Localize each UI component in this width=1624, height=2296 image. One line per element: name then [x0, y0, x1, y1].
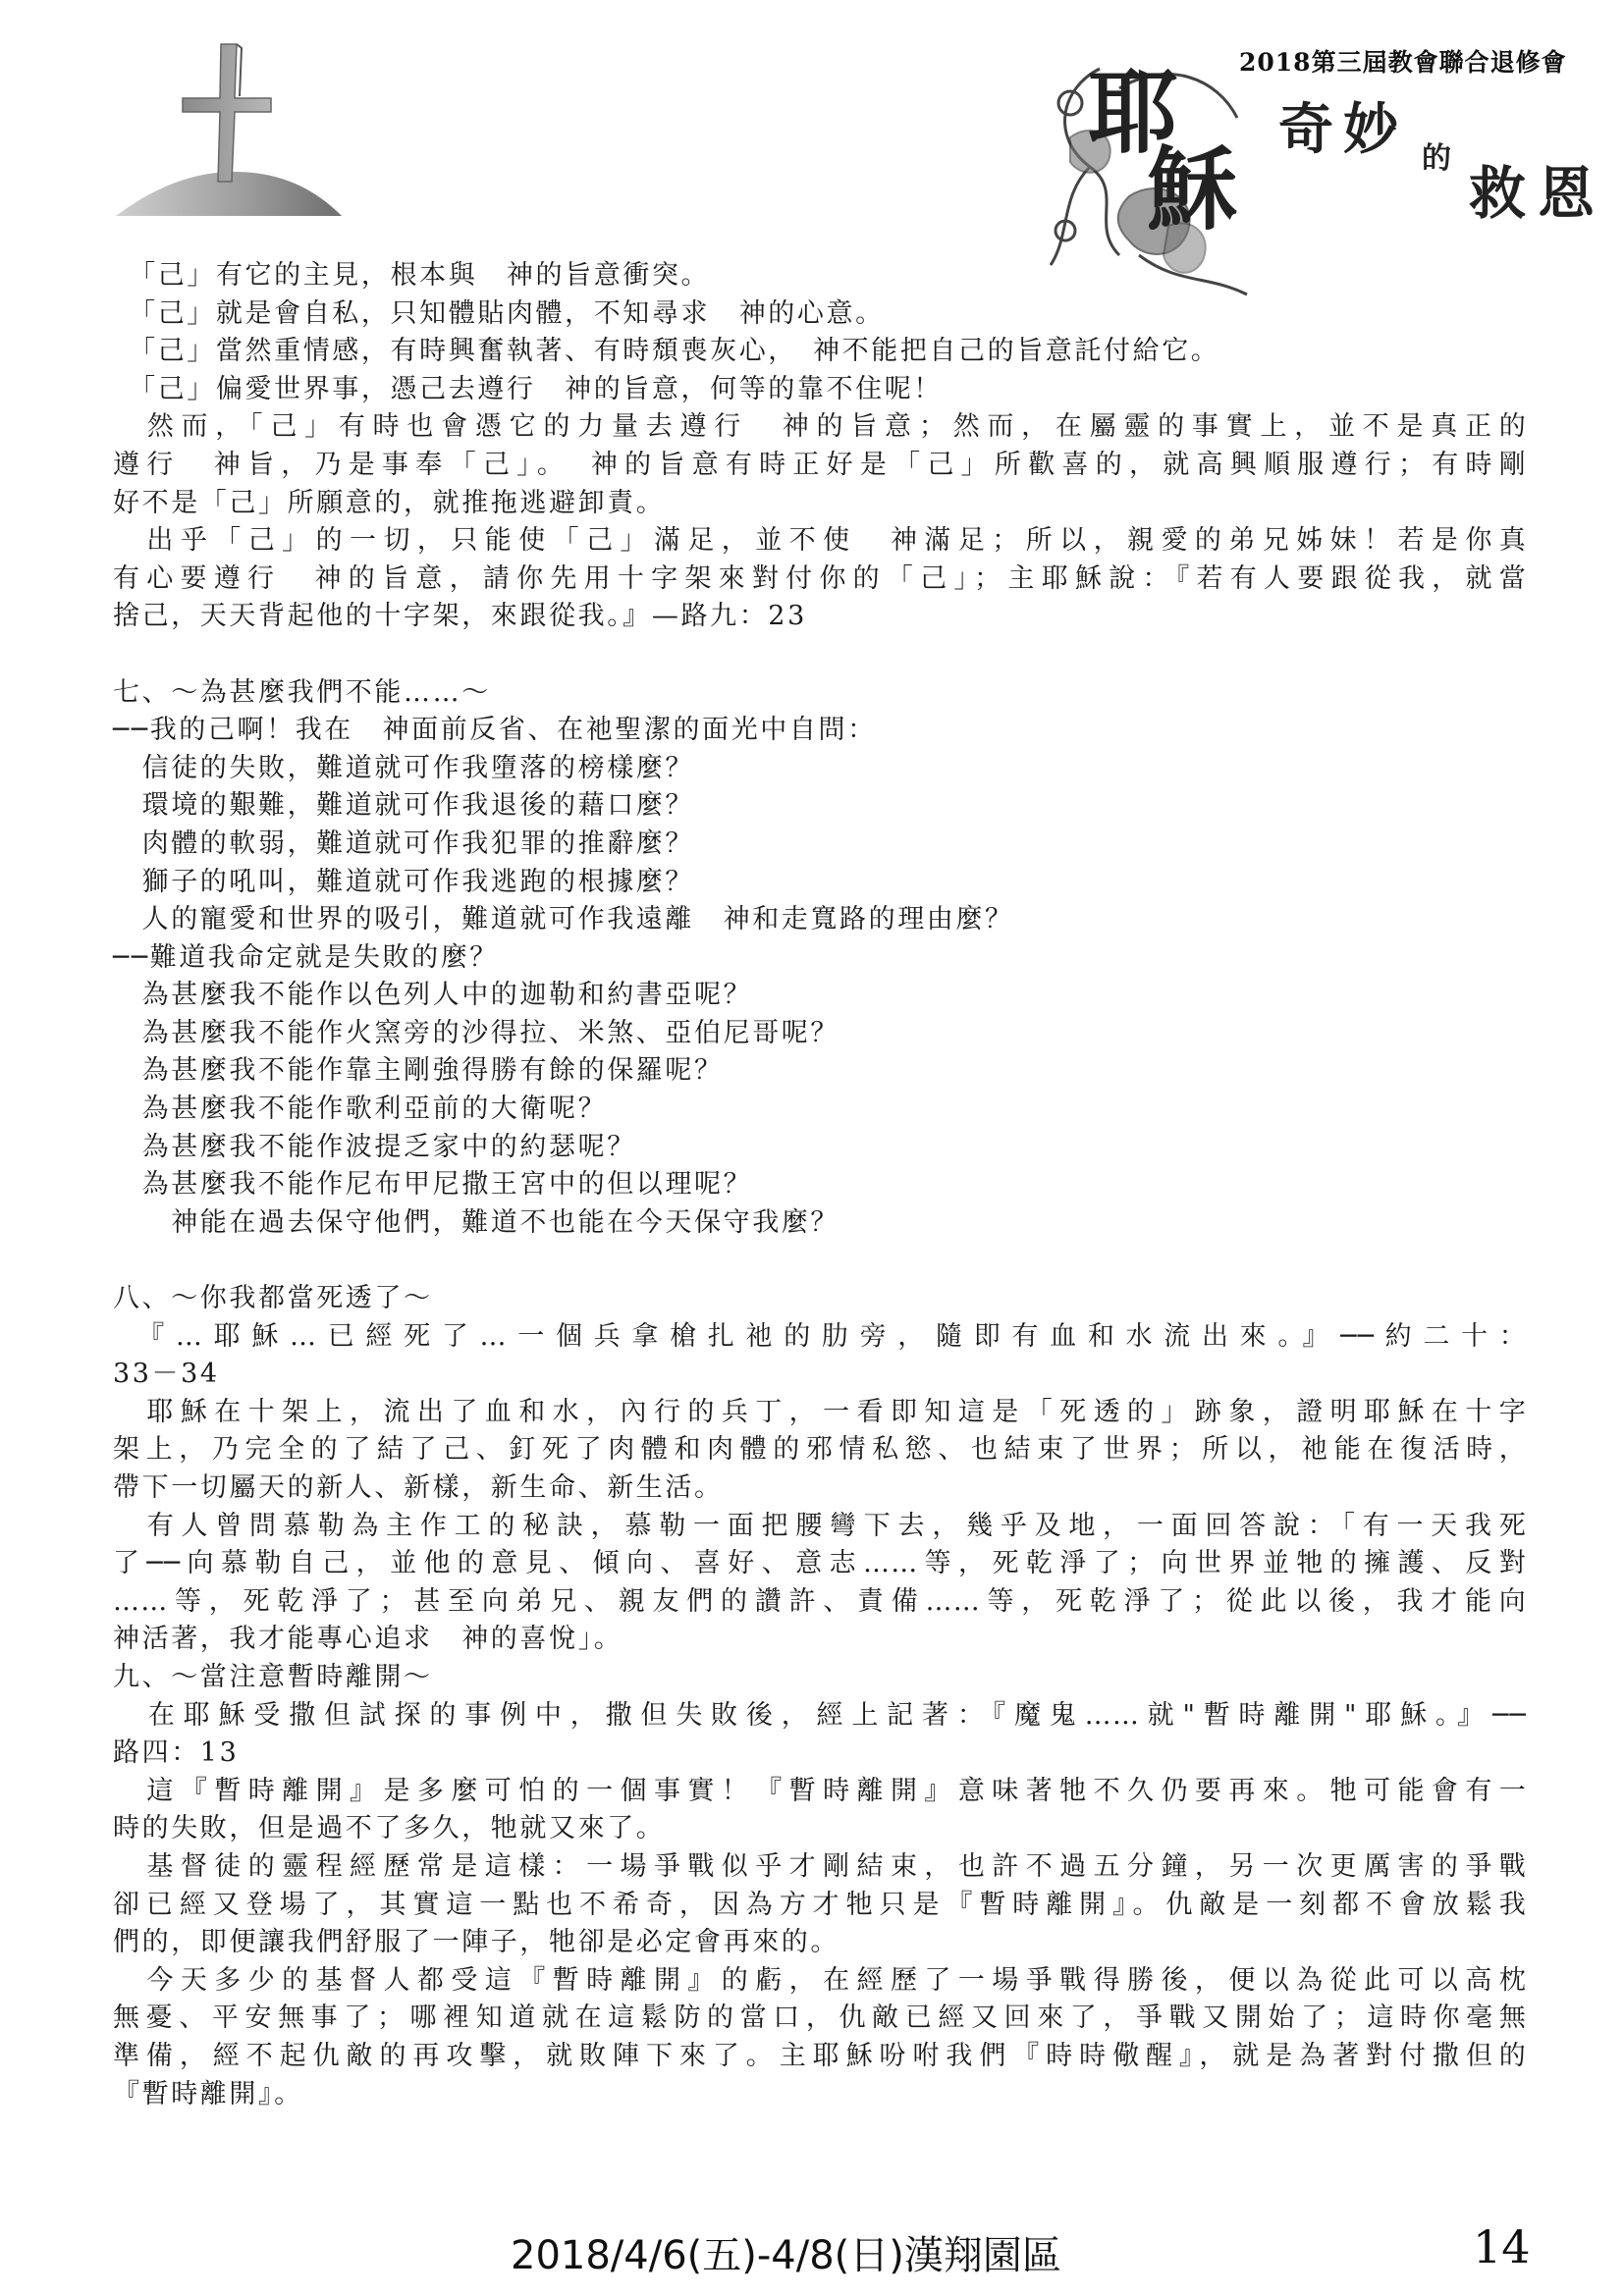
theme-char: 救: [1469, 160, 1527, 227]
text-line: 八、～你我都當死透了～: [113, 1283, 433, 1314]
text-line: 好不是「己」所願意的，就推拖逃避卸責。: [113, 487, 666, 518]
theme-char: 穌: [1147, 136, 1238, 242]
text-line: 為甚麼我不能作靠主剛強得勝有餘的保羅呢？: [113, 1055, 724, 1087]
text-line: 這『暫時離開』是多麼可怕的一個事實！『暫時離開』意味著牠不久仍要再來。牠可能會有一: [113, 1775, 1527, 1806]
text-line: 神能在過去保守他們，難道不也能在今天保守我麼？: [113, 1206, 839, 1238]
theme-char: 的: [1422, 141, 1451, 176]
text-line: 「己」當然重情感，有時興奮執著、有時頹喪灰心， 神不能把自己的旨意託付給它。: [113, 336, 1220, 367]
article-body: [113, 257, 1527, 2113]
text-line: 出乎「己」的一切，只能使「己」滿足，並不使 神滿足；所以，親愛的弟兄姊妹！若是你真: [113, 525, 1527, 557]
text-line: 「己」就是會自私，只知體貼肉體，不知尋求 神的心意。: [113, 297, 885, 329]
text-line: 無憂、平安無事了；哪裡知道就在這鬆防的當口，仇敵已經又回來了，爭戰又開始了；這時你毫無: [113, 2002, 1527, 2034]
text-line: 架上，乃完全的了結了己、釘死了肉體和肉體的邪情私慾、也結束了世界；所以，祂能在復活時，: [113, 1434, 1527, 1466]
text-line: 為甚麼我不能作以色列人中的迦勒和約書亞呢？: [113, 980, 753, 1011]
text-line: 準備，經不起仇敵的再攻擊，就敗陣下來了。主耶穌吩咐我們『時時儆醒』，就是為著對付撒但的: [113, 2040, 1527, 2071]
text-line: 了──向慕勒自己，並他的意見、傾向、喜好、意志……等，死乾淨了；向世界並牠的擁護、反對: [113, 1548, 1527, 1579]
text-line: 們的，即便讓我們舒服了一陣子，牠卻是必定會再來的。: [113, 1927, 839, 1958]
text-line: 然而，「己」有時也會憑它的力量去遵行 神的旨意；然而，在屬靈的事實上，並不是真正的: [113, 411, 1527, 443]
text-line: 為甚麼我不能作尼布甲尼撒王宮中的但以理呢？: [113, 1169, 753, 1201]
text-line: 「己」有它的主見，根本與 神的旨意衝突。: [113, 260, 711, 291]
text-line: 七、～為甚麼我們不能……～: [113, 676, 491, 708]
text-line: 肉體的軟弱，難道就可作我犯罪的推辭麼？: [113, 828, 694, 859]
text-line: 為甚麼我不能作波提乏家中的約瑟呢？: [113, 1131, 636, 1162]
text-line: 環境的艱難，難道就可作我退後的藉口麼？: [113, 790, 694, 822]
text-line: 耶穌在十架上，流出了血和水，內行的兵丁，一看即知這是「死透的」跡象，證明耶穌在十字: [113, 1396, 1527, 1427]
theme-char: 耶: [1088, 60, 1179, 166]
text-line: 『…耶穌…已經死了…一個兵拿槍扎祂的肋旁，隨即有血和水流出來。』──約二十：: [113, 1320, 1527, 1352]
text-line: 遵行 神旨，乃是事奉「己」。 神的旨意有時正好是「己」所歡喜的，就高興順服遵行；有時剛: [113, 449, 1527, 480]
footer-date: 2018/4/6(五)-4/8(日)漢翔園區: [511, 2233, 1061, 2278]
text-line: 信徒的失敗，難道就可作我墮落的榜樣麼？: [113, 752, 694, 783]
theme-char: 妙: [1343, 97, 1398, 162]
text-line: 基督徒的靈程經歷常是這樣：一場爭戰似乎才剛結束，也許不過五分鐘，另一次更厲害的爭戰: [113, 1850, 1527, 1882]
page-number: 14: [1473, 2220, 1531, 2273]
text-line: 帶下一切屬天的新人、新樣，新生命、新生活。: [113, 1472, 724, 1503]
text-line: 獅子的吼叫，難道就可作我逃跑的根據麼？: [113, 866, 694, 897]
text-line: ……等，死乾淨了；甚至向弟兄、親友們的讚許、責備……等，死乾淨了；從此以後，我才能向: [113, 1585, 1527, 1617]
text-line: 有心要遵行 神的旨意，請你先用十字架來對付你的「己」；主耶穌說：『若有人要跟從我，就當: [113, 562, 1527, 594]
text-line: 路四：13: [113, 1737, 240, 1769]
text-line: 九、～當注意暫時離開～: [113, 1661, 433, 1692]
text-line: 卻已經又登場了，其實這一點也不希奇，因為方才牠只是『暫時離開』。仇敵是一刻都不會放鬆我: [113, 1889, 1527, 1920]
text-line: ──難道我命定就是失敗的麼？: [113, 941, 499, 973]
theme-char: 恩: [1538, 160, 1596, 227]
cross-hill-illustration: [116, 39, 342, 226]
text-line: 33－34: [113, 1359, 220, 1390]
text-line: 有人曾問慕勒為主作工的秘訣，慕勒一面把腰彎下去，幾乎及地，一面回答說：「有一天我死: [113, 1510, 1527, 1541]
text-line: 人的寵愛和世界的吸引，難道就可作我遠離 神和走寬路的理由麼？: [113, 904, 1014, 935]
blank-line: [113, 1242, 1527, 1280]
text-line: 為甚麼我不能作歌利亞前的大衛呢？: [113, 1094, 608, 1125]
text-line: 今天多少的基督人都受這『暫時離開』的虧，在經歷了一場爭戰得勝後，便以為從此可以高枕: [113, 1964, 1527, 1996]
event-title: 2018第三屆教會聯合退修會: [1239, 48, 1567, 77]
text-line: 在耶穌受撒但試探的事例中，撒但失敗後，經上記著：『魔鬼……就"暫時離開"耶穌。』──: [113, 1699, 1527, 1731]
text-line: 神活著，我才能專心追求 神的喜悅」。: [113, 1624, 623, 1655]
text-line: 捨己，天天背起他的十字架，來跟從我。』—路九：23: [113, 601, 807, 632]
theme-char: 奇: [1278, 97, 1333, 162]
text-line: 時的失敗，但是過不了多久，牠就又來了。: [113, 1813, 666, 1844]
text-line: 為甚麼我不能作火窯旁的沙得拉、米煞、亞伯尼哥呢？: [113, 1017, 839, 1048]
text-line: 「己」偏愛世界事，憑己去遵行 神的旨意，何等的靠不住呢！: [113, 373, 943, 404]
text-line: ──我的己啊！我在 神面前反省、在祂聖潔的面光中自問：: [113, 715, 877, 746]
blank-line: [113, 636, 1527, 674]
text-line: 『暫時離開』。: [113, 2078, 303, 2109]
